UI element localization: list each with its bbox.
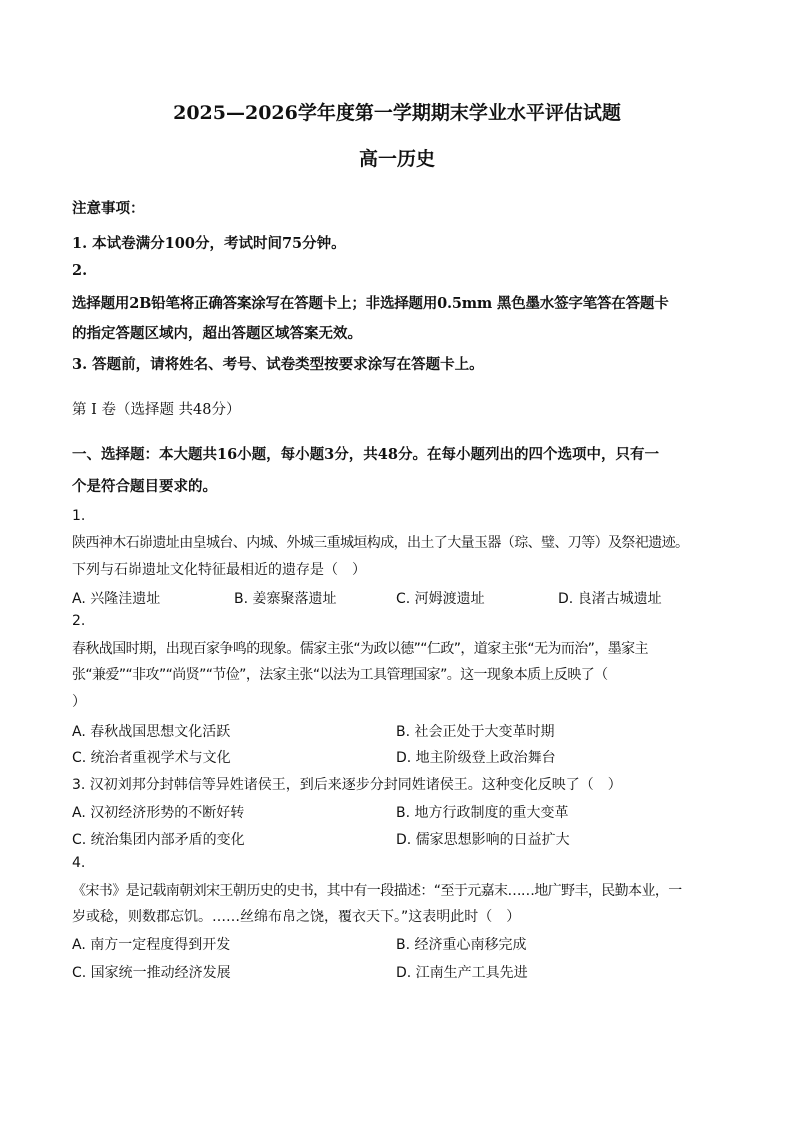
question-number: 4. <box>72 855 86 871</box>
question-stem: 下列与石峁遗址文化特征最相近的遗存是（ ） <box>72 562 366 578</box>
notice-item: 2. <box>72 262 88 279</box>
option-d: D. 良渚古城遗址 <box>558 591 662 607</box>
question-stem: 张“兼爱”“非攻”“尚贤”“节俭”，法家主张“以法为工具管理国家”。这一现象本质上反映了（ <box>72 667 608 683</box>
option-d: D. 江南生产工具先进 <box>396 965 528 981</box>
notice-item: 3. 答题前，请将姓名、考号、试卷类型按要求涂写在答题卡上。 <box>72 356 484 373</box>
option-d: D. 儒家思想影响的日益扩大 <box>396 832 570 848</box>
option-b: B. 地方行政制度的重大变革 <box>396 805 569 821</box>
option-b: B. 经济重心南移完成 <box>396 937 527 953</box>
option-c: C. 河姆渡遗址 <box>396 591 485 607</box>
option-a: A. 汉初经济形势的不断好转 <box>72 805 245 821</box>
option-a: A. 南方一定程度得到开发 <box>72 937 231 953</box>
option-a: A. 兴隆洼遗址 <box>72 591 161 607</box>
question-stem: ） <box>72 694 86 710</box>
option-a: A. 春秋战国思想文化活跃 <box>72 724 231 740</box>
notice-item: 选择题用2B铅笔将正确答案涂写在答题卡上；非选择题用0.5mm 黑色墨水签字笔答在答题卡 <box>72 295 669 312</box>
question-stem: 春秋战国时期，出现百家争鸣的现象。儒家主张“为政以德”“仁政”，道家主张“无为而治”，墨家主 <box>72 641 648 657</box>
question-stem: 《宋书》是记载南朝刘宋王朝历史的史书，其中有一段描述：“至于元嘉末……地广野丰，民勤本业，一 <box>72 883 682 899</box>
exam-subject: 高一历史 <box>358 148 435 170</box>
question-stem: 3. 汉初刘邦分封韩信等异姓诸侯王，到后来逐步分封同姓诸侯王。这种变化反映了（ ） <box>72 777 622 793</box>
question-number: 1. <box>72 508 86 524</box>
question-stem: 岁或稔，则数郡忘饥。……丝绵布帛之饶，覆衣天下。”这表明此时（ ） <box>72 909 521 925</box>
section-instruction: 一、选择题：本大题共16小题，每小题3分，共48分。在每小题列出的四个选项中，只有一 <box>72 446 659 463</box>
option-c: C. 统治集团内部矛盾的变化 <box>72 832 245 848</box>
part-label: 第 Ⅰ 卷（选择题 共48分） <box>72 402 241 418</box>
option-b: B. 姜寨聚落遗址 <box>234 591 337 607</box>
notice-item: 1. 本试卷满分100分，考试时间75分钟。 <box>72 235 346 252</box>
section-instruction: 个是符合题目要求的。 <box>72 478 217 495</box>
question-number: 2. <box>72 613 86 629</box>
notice-heading: 注意事项： <box>72 200 145 217</box>
notice-item: 的指定答题区域内，超出答题区域答案无效。 <box>72 325 362 342</box>
option-c: C. 国家统一推动经济发展 <box>72 965 231 981</box>
exam-title: 2025—2026学年度第一学期期末学业水平评估试题 <box>173 102 621 124</box>
option-b: B. 社会正处于大变革时期 <box>396 724 555 740</box>
option-d: D. 地主阶级登上政治舞台 <box>396 750 556 766</box>
option-c: C. 统治者重视学术与文化 <box>72 750 231 766</box>
question-stem: 陕西神木石峁遗址由皇城台、内城、外城三重城垣构成，出土了大量玉器（琮、璧、刀等）及祭祀遗迹。 <box>72 535 689 551</box>
